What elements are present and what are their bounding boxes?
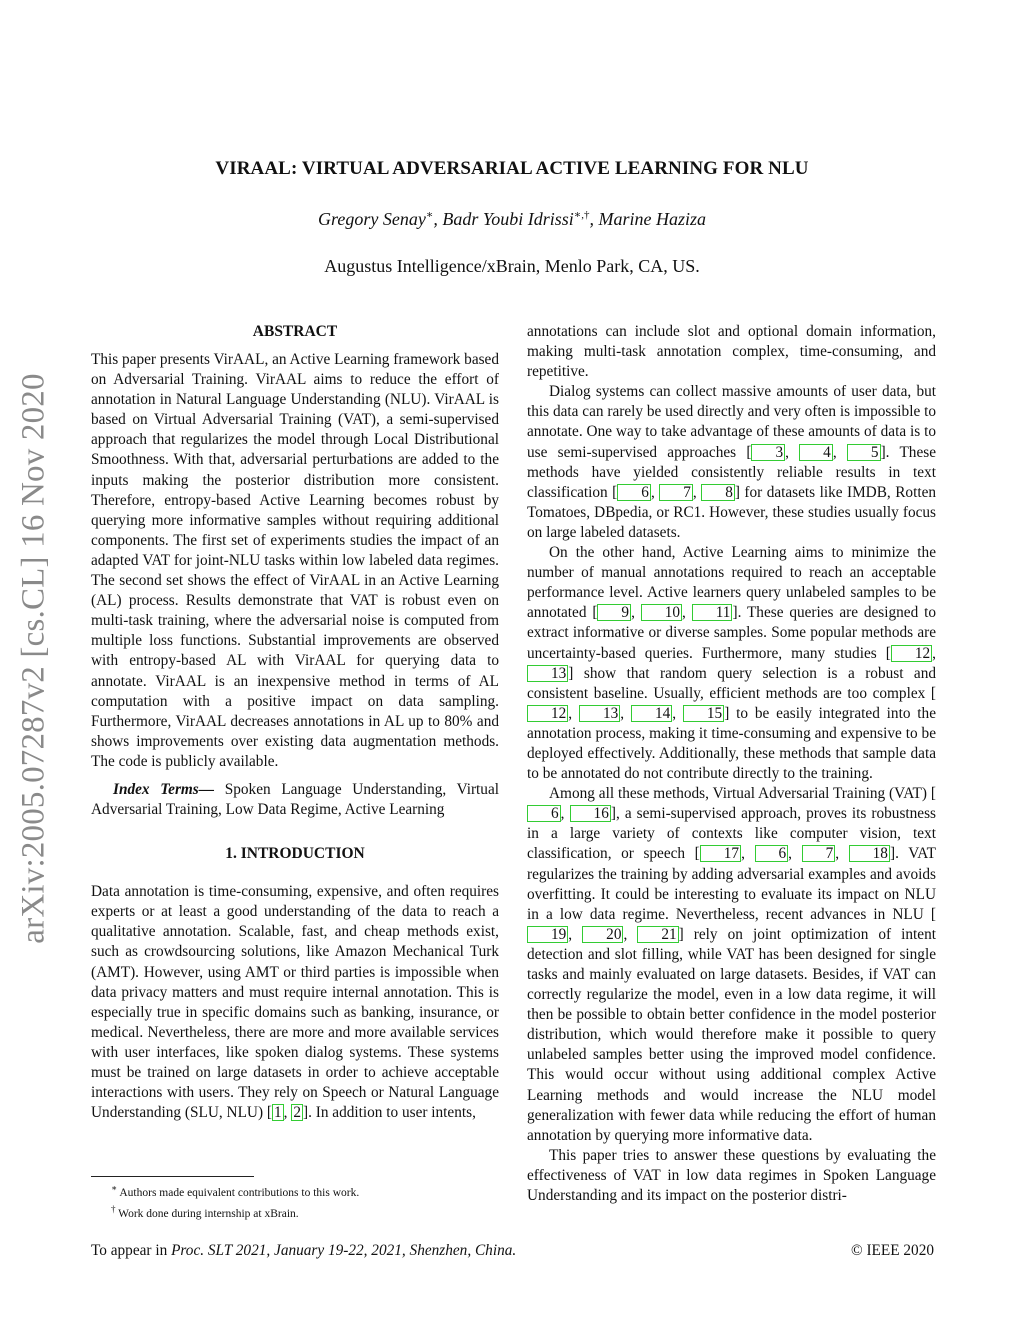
footnote-1-mark: ∗ [111, 1183, 118, 1193]
intro-paragraph-2: Dialog systems can collect massive amounts of user data, but this data can rarely be used directly and very often is impossible to annotate. One way to take advantage of these amounts of data is to use semi-supervised approaches [ 3 , 4 , 5 ]. These methods have yielded consistently reliable results in text classification [ 6 , 7 , 8 ] for datasets like IMDB, Rotten Tomatoes, DBpedia, or RC1. However, these studies usually focus on large labeled datasets. [527, 383, 937, 541]
left-column [91, 322, 499, 1123]
citation-link[interactable]: 6 [617, 484, 651, 501]
citation-link[interactable]: 13 [579, 705, 620, 722]
author-1: Gregory Senay [318, 209, 426, 229]
index-terms-label: Index Terms— [113, 780, 215, 798]
citation-link[interactable]: 15 [683, 705, 724, 722]
citation-link[interactable]: 6 [527, 805, 561, 822]
citation-link[interactable]: 14 [631, 705, 672, 722]
intro-p1-text: Data annotation is time-consuming, expensive, and often requires experts or at least a good understanding of the data to reach a qualitative annotation. Scalable, fast, and cheap methods exist, such as crowdsourcing solutions, like Amazon Mechanical Turk (AMT). However, using AMT or third parties is impossible when data privacy matters and must require internal annotation. This is especially true in specific domains such as banking, insurance, or medical. Nevertheless, there are more and more available services with user interfaces, like spoken dialog systems. These systems must be trained on large datasets in order to achieve acceptable interactions with users. They rely on Speech or Natural Language Understanding (SLU, NLU) [91, 883, 499, 1122]
intro-p2-text-a: Dialog systems can collect massive amounts of user data, but this data can rarely be used directly and very often is impossible to annotate. One way to take advantage of these amounts of data is to use semi-supervised approaches [527, 383, 936, 461]
author-3: , Marine Haziza [589, 209, 706, 229]
footnote-2 [91, 1201, 499, 1222]
index-terms [91, 780, 499, 820]
affiliation: Augustus Intelligence/xBrain, Menlo Park, CA, US. [324, 256, 700, 276]
intro-p1-end: . In addition to user intents, [308, 1104, 476, 1122]
intro-paragraph-5: This paper tries to answer these questions by evaluating the effectiveness of VAT in low data regimes in Spoken Language Understanding and its impact on the posterior distri- [527, 1146, 936, 1205]
citation-link[interactable]: 13 [527, 665, 568, 682]
copyright-notice: © IEEE 2020 [851, 1242, 934, 1259]
citation-link[interactable]: 17 [700, 845, 741, 862]
citation-link[interactable]: 7 [802, 845, 836, 862]
intro-p3-text-c: show that random query selection is a robust and consistent baseline. Usually, efficient methods are too complex [527, 664, 936, 702]
citation-link[interactable]: 10 [641, 604, 682, 621]
citation-link[interactable]: 21 [637, 926, 678, 943]
paper-title: VIRAAL: VIRTUAL ADVERSARIAL ACTIVE LEARNING FOR NLU [215, 158, 809, 179]
citation-link[interactable]: 9 [597, 604, 631, 621]
citation-link[interactable]: 3 [751, 444, 785, 461]
footnote-2-text: Work done during internship at xBrain. [115, 1207, 299, 1220]
index-terms-text: Spoken Language Understanding, Virtual Adversarial Training, Low Data Regime, Active Learning [91, 780, 499, 819]
intro-p3-text-b: . These queries are designed to extract informative or diverse samples. Some popular methods are uncertainty-based queries. Furthermore, many studies [527, 604, 936, 662]
arxiv-identifier-stamp [4, 348, 64, 968]
citation-link[interactable]: 4 [799, 444, 833, 461]
footnotes [91, 1176, 499, 1222]
footnote-divider [91, 1176, 254, 1177]
citation-link[interactable]: 8 [701, 484, 735, 501]
author-list [0, 208, 1024, 230]
citation-link[interactable]: 6 [755, 845, 789, 862]
intro-p3-text-a: On the other hand, Active Learning aims to minimize the number of manual annotations required to reach an acceptable performance level. Active learners query unlabeled samples to be annotated [527, 544, 936, 622]
intro-p4-text-b: , a semi-supervised approach, proves its robustness in a large variety of contexts like computer vision, text classification, or speech [527, 805, 936, 863]
citation-link[interactable]: 2 [293, 1104, 301, 1122]
footnote-1 [91, 1180, 499, 1201]
venue-notice [91, 1242, 516, 1260]
intro-p4-text-d: rely on joint optimization of intent detection and slot filling, while VAT has been designed for single tasks and mainly evaluated on large datasets. Besides, if VAT can correctly regularize the model, even in a low data regime, it will then be possible to obtain better confidence in the model posterior distribution, which would therefore make it possible to query unlabeled samples better using the improved model confidence. This would occur without using additional complex Active Learning methods and would increase the NLU model generalization with fewer data while reducing the effort of human annotation by querying more informative data. [527, 925, 936, 1144]
intro-paragraph-1: Data annotation is time-consuming, expensive, and often requires experts or at least a good understanding of the data to reach a qualitative annotation. Scalable, fast, and cheap methods exist, such as crowdsourcing solutions, like Amazon Mechanical Turk (AMT). However, using AMT or third parties is impossible when data privacy matters and must require internal annotation. This is especially true in specific domains such as banking, insurance, or medical. Nevertheless, there are more and more available services with user interfaces, like spoken dialog systems. These systems must be trained on large datasets in order to achieve acceptable interactions with users. They rely on Speech or Natural Language Understanding (SLU, NLU) [ 1 , 2 ]. In addition to user intents, [91, 883, 499, 1122]
introduction-heading: 1. INTRODUCTION [225, 845, 365, 863]
citation-link[interactable]: 5 [847, 444, 881, 461]
intro-p4-text-c: . VAT regularizes the training by adding adversarial examples and avoids overfitting. It could be interesting to evaluate its impact on NLU in a low data regime. Nevertheless, recent advances in NLU [527, 845, 936, 923]
author-2-mark: ∗,† [573, 209, 590, 221]
citation-link[interactable]: 12 [527, 705, 568, 722]
venue-prefix: To appear in [91, 1242, 172, 1259]
citation-link[interactable]: 7 [659, 484, 693, 501]
intro-paragraph-3: On the other hand, Active Learning aims to minimize the number of manual annotations required to reach an acceptable performance level. Active learners query unlabeled samples to be annotated [ 9 , 10 , 11 ]. These queries are designed to extract informative or diverse samples. Some popular methods are uncertainty-based queries. Furthermore, many studies [ 12 , 13 ] show that random query selection is a robust and consistent baseline. Usually, efficient methods are too complex [12 , 13 , 14 , 15 ] to be easily integrated into the annotation process, making it time-consuming and expensive to be deployed effectively. Additionally, these methods that sample data to be annotated do not contribute directly to the training. [527, 544, 937, 783]
citation-link[interactable]: 11 [692, 604, 733, 621]
arxiv-identifier-text: arXiv:2005.07287v2 [cs.CL] 16 Nov 2020 [15, 372, 52, 944]
abstract-heading: ABSTRACT [252, 323, 338, 340]
citation-link[interactable]: 12 [891, 645, 932, 662]
intro-paragraph-4: Among all these methods, Virtual Adversarial Training (VAT) [6 , 16 ], a semi-supervised approach, proves its robustness in a large variety of contexts like computer vision, text classification, or speech [ 17 , 6 , 7 , 18 ]. VAT regularizes the training by adding adversarial examples and avoids overfitting. It could be interesting to evaluate its impact on NLU in a low data regime. Nevertheless, recent advances in NLU [19 , 20 , 21 ] rely on joint optimization of intent detection and slot filling, while VAT has been designed for single tasks and mainly evaluated on large datasets. Besides, if VAT can correctly regularize the model, even in a low data regime, it will then be possible to obtain better confidence in the model posterior distribution, which would therefore make it possible to query unlabeled samples better using the improved model confidence. This would occur without using additional complex Active Learning methods and would increase the NLU model generalization with fewer data while reducing the effort of human annotation by querying more informative data. [527, 785, 936, 1144]
venue-name: Proc. SLT 2021, January 19-22, 2021, Shenzhen, China. [171, 1242, 517, 1259]
citation-link[interactable]: 18 [849, 845, 890, 862]
footnote-2-mark: † [111, 1203, 116, 1214]
intro-paragraph-1-continued: annotations can include slot and optional domain information, making multi-task annotation complex, time-consuming, and repetitive. [527, 323, 936, 381]
author-1-mark: ∗ [425, 209, 434, 221]
intro-p3-text-d: to be easily integrated into the annotation process, making it time-consuming and expensive to be deployed effectively. Additionally, these methods that sample data to be annotated do not contribute directly to the training. [527, 704, 937, 783]
citation-link[interactable]: 20 [582, 926, 623, 943]
intro-p4-text-a: Among all these methods, Virtual Adversarial Training (VAT) [549, 785, 931, 803]
footnote-1-text: Authors made equivalent contributions to this work. [117, 1186, 360, 1199]
citation-link[interactable]: 19 [527, 926, 568, 943]
intro-p2-text-c: for datasets like IMDB, Rotten Tomatoes, DBpedia, or RC1. However, these studies usually focus on large labeled datasets. [527, 483, 937, 541]
intro-p2-text-b: . These methods have yielded consistently reliable results in text classification [527, 443, 936, 501]
citation-link[interactable]: 1 [274, 1104, 282, 1122]
right-column [527, 322, 936, 1206]
abstract-text: This paper presents VirAAL, an Active Learning framework based on Adversarial Training. VirAAL aims to reduce the effort of annotation in Natural Language Understanding (NLU). VirAAL is based on Virtual Adversarial Training (VAT), a semi-supervised approach that regularizes the model through Local Distributional Smoothness. With that, adversarial perturbations are added to the inputs making the posterior distribution more consistent. Therefore, entropy-based Active Learning becomes robust by querying more informative samples without requiring additional components. The first set of experiments studies the impact of an adapted VAT for joint-NLU tasks within low labeled data regimes. The second set shows the effect of VirAAL in an Active Learning (AL) process. Results demonstrate that VAT is robust even on multi-task training, where the adversarial noise is computed from multiple loss functions. Substantial improvements are observed with entropy-based AL with VirAAL for querying data to annotate. VirAAL is an inexpensive method in terms of AL computation with a positive impact on data sampling. Furthermore, VirAAL decreases annotations in AL up to 80% and shows improvements over existing data augmentation methods. The code is publicly available. [91, 351, 499, 770]
author-2: , Badr Youbi Idrissi [433, 209, 574, 229]
citation-link[interactable]: 16 [570, 805, 611, 822]
